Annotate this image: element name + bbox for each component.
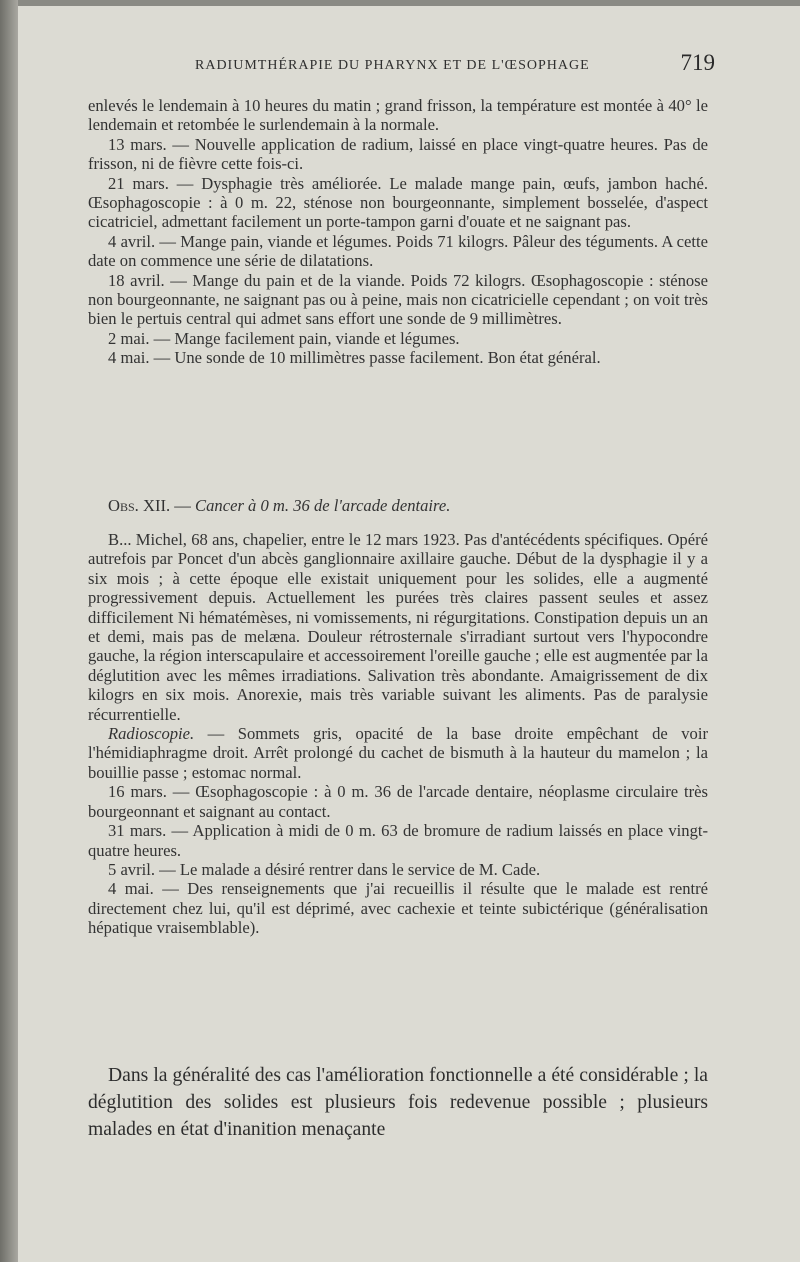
paragraph: 13 mars. — Nouvelle application de radium, laissé en place vingt-quatre heures. Pas de frisson, ni de fièvre cette fois-ci. [88,134,708,174]
paragraph: 2 mai. — Mange facilement pain, viande et légumes. [108,328,460,348]
page-number: 719 [680,50,715,75]
page-header [195,50,715,80]
observation-title: Cancer à 0 m. 36 de l'arcade dentaire. [195,496,451,515]
paragraph: 31 mars. — Application à midi de 0 m. 63 de bromure de radium laissés en place vingt-quatre heures. [88,821,708,860]
observation-dash: — [170,496,196,515]
paragraph: B... Michel, 68 ans, chapelier, entre le 12 mars 1923. Pas d'antécédents spécifiques. Opéré autrefois par Poncet d'un abcès ganglionnaire axillaire gauche. Début de la dysphagie il y a six mois ; à cette époque elle existait uniquement pour les solides, elle a augmenté progressivement depuis. Actuellement les purées très claires passent seules et assez difficilement Ni hématémèses, ni vomissements, ni régurgitations. Constipation depuis un an et demi, mais pas de melæna. Douleur rétrosternale s'irradiant surtout vers l'hypocondre gauche, la région interscapulaire et accessoirement l'oreille gauche ; elle est augmentée par la déglutition avec les mêmes irradiations. Salivation très abondante. Amaigrissement de dix kilogrs en six mois. Anorexie, mais très variable suivant les aliments. Pas de paralysie récurrentielle. [88,530,708,724]
paragraph [88,724,708,782]
paragraph: 18 avril. — Mange du pain et de la viande. Poids 72 kilogrs. Œsophagoscopie : sténose non bourgeonnante, ne saignant pas ou à peine, mais non cicatricielle cependant ; on voit très bien le pertuis central qui admet sans effort une sonde de 9 millimètres. [88,270,708,329]
paragraph: enlevés le lendemain à 10 heures du matin ; grand frisson, la température est montée à 40° le lendemain et retombée le surlendemain à la normale. [88,96,708,135]
paragraph: 21 mars. — Dysphagie très améliorée. Le malade mange pain, œufs, jambon haché. Œsophagoscopie : à 0 m. 22, sténose non bourgeonnante, simplement bosselée, d'aspect cicatriciel, admettant facilement un porte-tampon garni d'ouate et ne saignant pas. [88,173,708,232]
binding-shadow [0,0,18,1262]
paragraph: Dans la généralité des cas l'amélioration fonctionnelle a été considérable ; la déglutition des solides est plusieurs fois redevenue possible ; plusieurs malades en état d'inanition menaçante [88,1065,708,1140]
paragraph: 4 avril. — Mange pain, viande et légumes. Poids 71 kilogrs. Pâleur des téguments. A cette date on commence une série de dilatations. [88,231,708,271]
paragraph: 4 mai. — Des renseignements que j'ai recueillis il résulte que le malade est rentré directement chez lui, qu'il est déprimé, avec cachexie et teinte subictérique (généralisation hépatique vraisemblable). [88,879,708,938]
closing-paragraph [88,1062,708,1143]
observation-label: Obs. XII. [108,496,171,515]
radioscopie-label: Radioscopie. [108,724,195,744]
paragraph: 16 mars. — Œsophagoscopie : à 0 m. 36 de l'arcade dentaire, néoplasme circulaire très bourgeonnant et saignant au contact. [88,782,708,821]
paragraph: 5 avril. — Le malade a désiré rentrer dans le service de M. Cade. [108,859,541,879]
case-notes-block [88,96,708,368]
paragraph: 4 mai. — Une sonde de 10 millimètres passe facilement. Bon état général. [108,348,601,368]
radioscopie-text: — Sommets gris, opacité de la base droite empêchant de voir l'hémidiaphragme droit. Arrêt prolongé du cachet de bismuth à la hauteur du mamelon ; la bouillie passe ; estomac normal. [88,724,708,782]
observation-body [88,530,708,938]
observation-heading [108,496,708,516]
running-title: RADIUMTHÉRAPIE DU PHARYNX ET DE L'ŒSOPHAGE [195,58,590,73]
